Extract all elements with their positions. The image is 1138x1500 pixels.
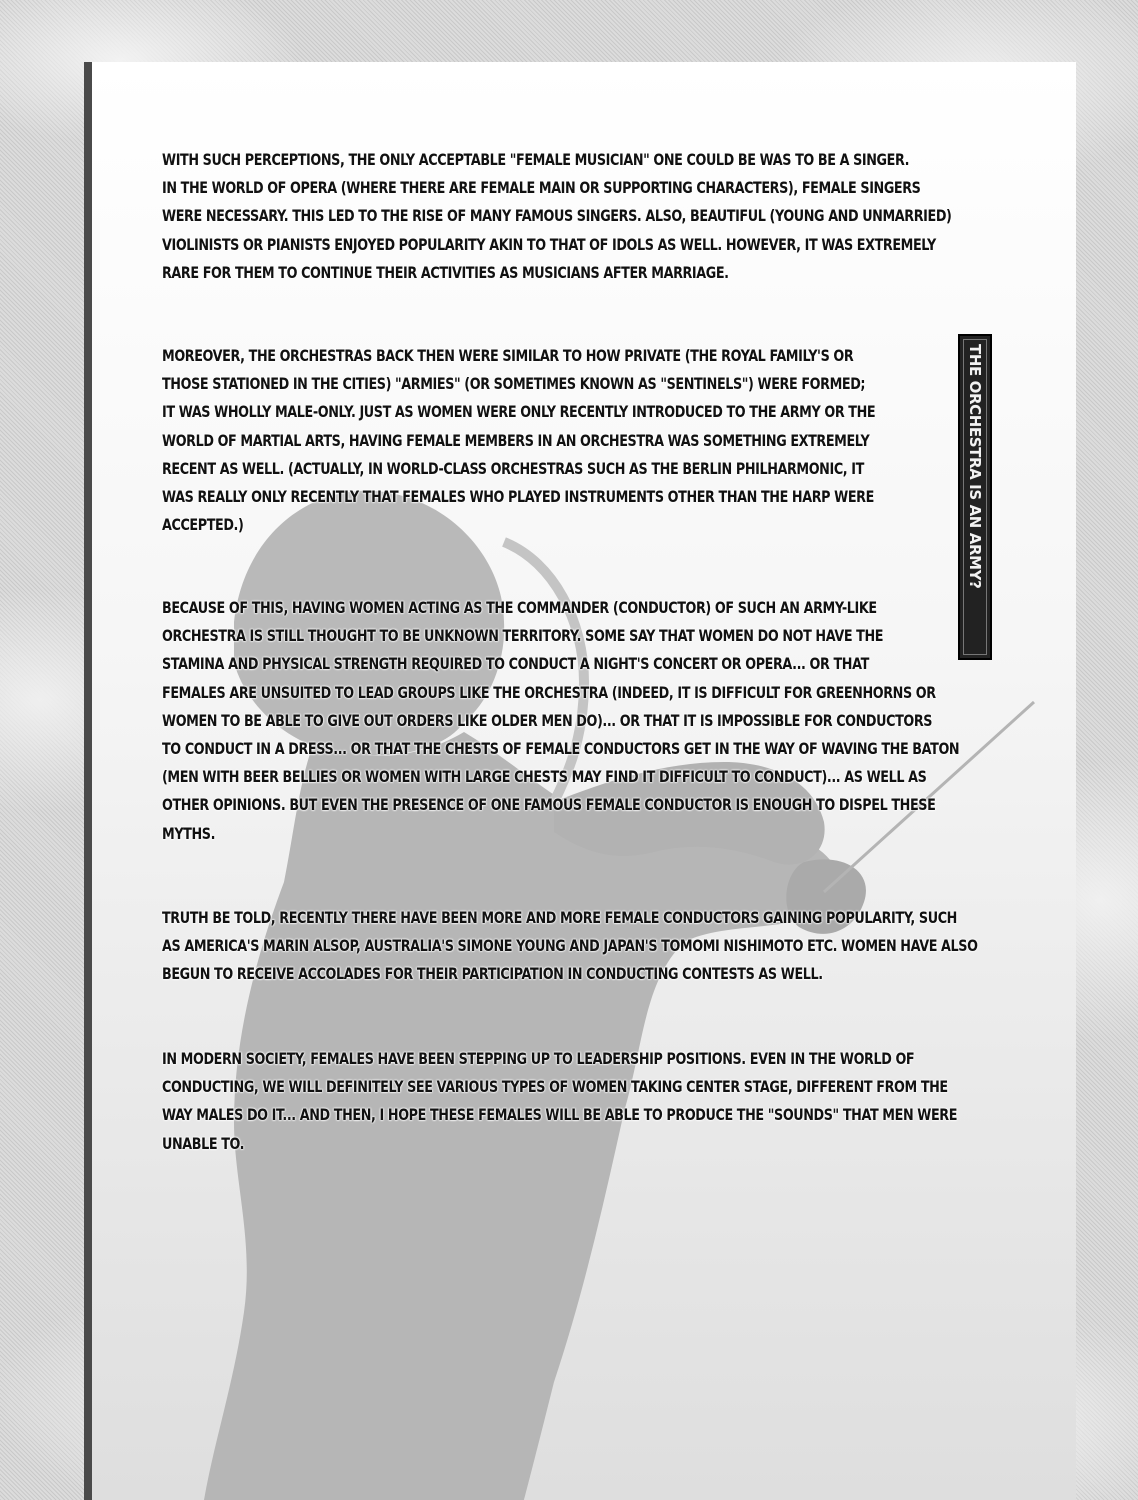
paragraph-line: WOMEN TO BE ABLE TO GIVE OUT ORDERS LIKE OLDER MEN DO)... OR THAT IT IS IMPOSSIBLE FOR CONDUCTORS [162, 711, 933, 730]
paragraph-line: FEMALES ARE UNSUITED TO LEAD GROUPS LIKE THE ORCHESTRA (INDEED, IT IS DIFFICULT FOR GREENHORNS OR [162, 683, 936, 702]
paragraph-line: VIOLINISTS OR PIANISTS ENJOYED POPULARITY AKIN TO THAT OF IDOLS AS WELL. HOWEVER, IT WAS EXTREMELY [162, 235, 936, 254]
paragraph-line: STAMINA AND PHYSICAL STRENGTH REQUIRED TO CONDUCT A NIGHT'S CONCERT OR OPERA... OR THAT [162, 655, 869, 674]
paragraph-line: (MEN WITH BEER BELLIES OR WOMEN WITH LARGE CHESTS MAY FIND IT DIFFICULT TO CONDUCT)... AS WELL AS [162, 768, 927, 787]
paragraph-line: THOSE STATIONED IN THE CITIES) "ARMIES" (OR SOMETIMES KNOWN AS "SENTINELS") WERE FORMED; [162, 375, 866, 394]
paragraph-line: IN THE WORLD OF OPERA (WHERE THERE ARE FEMALE MAIN OR SUPPORTING CHARACTERS), FEMALE SINGERS [162, 179, 921, 198]
paragraph-line: RARE FOR THEM TO CONTINUE THEIR ACTIVITIES AS MUSICIANS AFTER MARRIAGE. [162, 263, 729, 282]
paragraph-line: CONDUCTING, WE WILL DEFINITELY SEE VARIOUS TYPES OF WOMEN TAKING CENTER STAGE, DIFFERENT FROM THE [162, 1078, 948, 1097]
paragraph-line: MYTHS. [162, 824, 216, 843]
text-page [84, 62, 1076, 1500]
paragraph-3 [162, 594, 959, 848]
paragraph-line: AS AMERICA'S MARIN ALSOP, AUSTRALIA'S SIMONE YOUNG AND JAPAN'S TOMOMI NISHIMOTO ETC. WOMEN HAVE ALSO [162, 937, 978, 956]
paragraph-line: BECAUSE OF THIS, HAVING WOMEN ACTING AS THE COMMANDER (CONDUCTOR) OF SUCH AN ARMY-LIKE [162, 599, 877, 617]
paragraph-1 [162, 146, 951, 287]
paragraph-5 [162, 1045, 957, 1158]
paragraph-line: BEGUN TO RECEIVE ACCOLADES FOR THEIR PARTICIPATION IN CONDUCTING CONTESTS AS WELL. [162, 965, 823, 984]
paragraph-line: WAS REALLY ONLY RECENTLY THAT FEMALES WHO PLAYED INSTRUMENTS OTHER THAN THE HARP WERE [162, 488, 874, 507]
paragraph-line: TRUTH BE TOLD, RECENTLY THERE HAVE BEEN MORE AND MORE FEMALE CONDUCTORS GAINING POPULARITY, SUCH [162, 909, 957, 927]
side-tab-label: THE ORCHESTRA IS AN ARMY? [966, 344, 984, 589]
paragraph-line: WERE NECESSARY. THIS LED TO THE RISE OF MANY FAMOUS SINGERS. ALSO, BEAUTIFUL (YOUNG AND UNMARRIED) [162, 207, 952, 226]
paragraph-line: TO CONDUCT IN A DRESS... OR THAT THE CHESTS OF FEMALE CONDUCTORS GET IN THE WAY OF WAVING THE BATON [162, 740, 960, 759]
paragraph-2 [162, 342, 875, 539]
paragraph-line: MOREOVER, THE ORCHESTRAS BACK THEN WERE SIMILAR TO HOW PRIVATE (THE ROYAL FAMILY'S OR [162, 347, 854, 365]
paragraph-line: ORCHESTRA IS STILL THOUGHT TO BE UNKNOWN TERRITORY. SOME SAY THAT WOMEN DO NOT HAVE THE [162, 627, 884, 646]
paragraph-line: WITH SUCH PERCEPTIONS, THE ONLY ACCEPTABLE "FEMALE MUSICIAN" ONE COULD BE WAS TO BE A SINGER. [162, 151, 910, 169]
paragraph-line: OTHER OPINIONS. BUT EVEN THE PRESENCE OF ONE FAMOUS FEMALE CONDUCTOR IS ENOUGH TO DISPEL THESE [162, 796, 936, 815]
paragraph-line: RECENT AS WELL. (ACTUALLY, IN WORLD-CLASS ORCHESTRAS SUCH AS THE BERLIN PHILHARMONIC, IT [162, 459, 864, 478]
paragraph-line: WORLD OF MARTIAL ARTS, HAVING FEMALE MEMBERS IN AN ORCHESTRA WAS SOMETHING EXTREMELY [162, 431, 870, 450]
paragraph-line: UNABLE TO. [162, 1134, 245, 1153]
paragraph-line: ACCEPTED.) [162, 516, 244, 535]
paragraph-4 [162, 904, 978, 989]
paragraph-line: IT WAS WHOLLY MALE-ONLY. JUST AS WOMEN WERE ONLY RECENTLY INTRODUCED TO THE ARMY OR THE [162, 403, 876, 422]
paragraph-line: WAY MALES DO IT... AND THEN, I HOPE THESE FEMALES WILL BE ABLE TO PRODUCE THE "SOUNDS" THAT MEN WERE [162, 1106, 958, 1125]
section-side-tab [958, 334, 992, 660]
paragraph-line: IN MODERN SOCIETY, FEMALES HAVE BEEN STEPPING UP TO LEADERSHIP POSITIONS. EVEN IN THE WORLD OF [162, 1050, 915, 1068]
